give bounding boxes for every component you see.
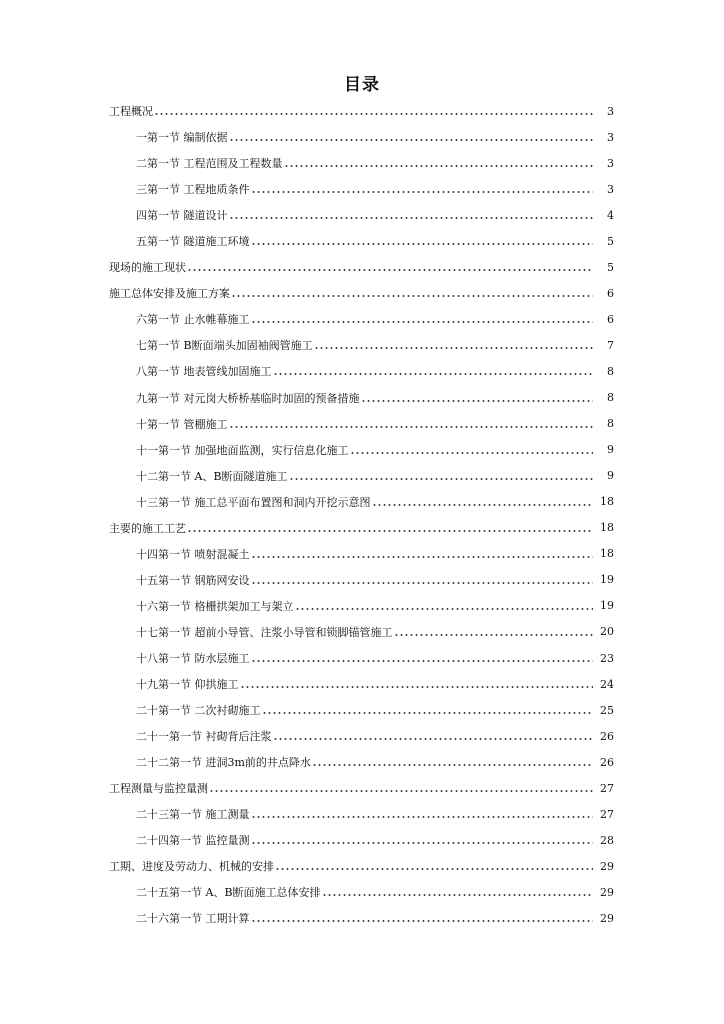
- toc-entry-label: 工程测量与监控量测: [109, 782, 208, 796]
- toc-entry-label: 四第一节 隧道设计: [136, 209, 228, 223]
- toc-entry-label: 十二第一节 A、B断面隧道施工: [136, 469, 288, 483]
- toc-section-entry[interactable]: [0, 411, 724, 437]
- toc-section-entry[interactable]: [0, 697, 724, 723]
- dot-leader: [251, 812, 594, 822]
- toc-page-number: 19: [600, 573, 614, 587]
- toc-entry-label: 一第一节 编制依据: [136, 131, 228, 145]
- toc-entry-label: 二十四第一节 监控量测: [136, 834, 250, 848]
- dot-leader: [275, 864, 593, 874]
- toc-entry-label: 现场的施工现状: [109, 261, 186, 275]
- dot-leader: [154, 109, 593, 119]
- toc-entry-label: 十六第一节 格栅拱架加工与架立: [136, 599, 294, 613]
- toc-entry-label: 十五第一节 钢筋网安设: [136, 573, 250, 587]
- toc-section-entry[interactable]: [0, 879, 724, 905]
- dot-leader: [251, 916, 594, 926]
- toc-page-number: 20: [600, 625, 614, 639]
- toc-section-entry[interactable]: [0, 541, 724, 567]
- toc-entry-label: 六第一节 止水帷幕施工: [136, 313, 250, 327]
- toc-page-number: 7: [607, 338, 614, 352]
- toc-entry-label: 工期、进度及劳动力、机械的安排: [109, 860, 274, 874]
- toc-page-number: 29: [600, 859, 614, 873]
- dot-leader: [251, 578, 594, 588]
- toc-section-entry[interactable]: [0, 385, 724, 411]
- toc-entry-label: 二十第一节 二次衬砌施工: [136, 704, 261, 718]
- dot-leader: [350, 448, 594, 458]
- toc-section-entry[interactable]: [0, 567, 724, 593]
- dot-leader: [187, 265, 593, 275]
- toc-section-entry[interactable]: [0, 150, 724, 176]
- toc-page-number: 5: [607, 234, 614, 248]
- toc-entry-label: 二第一节 工程范围及工程数量: [136, 157, 283, 171]
- toc-chapter-entry[interactable]: [0, 515, 724, 541]
- table-of-contents: [0, 98, 724, 932]
- toc-entry-label: 二十六第一节 工期计算: [136, 912, 250, 926]
- toc-page-number: 8: [607, 417, 614, 431]
- dot-leader: [394, 630, 594, 640]
- toc-page-number: 3: [607, 156, 614, 170]
- dot-leader: [229, 213, 594, 223]
- toc-section-entry[interactable]: [0, 645, 724, 671]
- toc-section-entry[interactable]: [0, 489, 724, 515]
- toc-page-number: 18: [600, 495, 614, 509]
- dot-leader: [289, 474, 593, 484]
- toc-entry-label: 十七第一节 超前小导管、注浆小导管和锁脚锚管施工: [136, 625, 393, 639]
- toc-entry-label: 三第一节 工程地质条件: [136, 183, 250, 197]
- dot-leader: [262, 708, 594, 718]
- toc-section-entry[interactable]: [0, 202, 724, 228]
- page-title: 目录: [344, 75, 380, 95]
- toc-entry-label: 十四第一节 喷射混凝土: [136, 547, 250, 561]
- toc-entry-label: 二十一第一节 衬砌背后注浆: [136, 730, 272, 744]
- dot-leader: [251, 187, 594, 197]
- toc-entry-label: 工程概况: [109, 105, 153, 119]
- dot-leader: [187, 526, 593, 536]
- toc-entry-label: 二十五第一节 A、B断面施工总体安排: [136, 886, 321, 900]
- toc-page-number: 8: [607, 391, 614, 405]
- toc-section-entry[interactable]: [0, 124, 724, 150]
- dot-leader: [229, 422, 594, 432]
- toc-section-entry[interactable]: [0, 332, 724, 358]
- toc-page-number: 24: [600, 677, 614, 691]
- toc-section-entry[interactable]: [0, 827, 724, 853]
- toc-page-number: 27: [600, 807, 614, 821]
- toc-page-number: 3: [607, 104, 614, 118]
- toc-page-number: 26: [600, 729, 614, 743]
- toc-section-entry[interactable]: [0, 176, 724, 202]
- toc-page-number: 8: [607, 364, 614, 378]
- toc-page-number: 19: [600, 599, 614, 613]
- dot-leader: [240, 682, 594, 692]
- toc-entry-label: 施工总体安排及施工方案: [109, 287, 230, 301]
- toc-page-number: 3: [607, 182, 614, 196]
- toc-chapter-entry[interactable]: [0, 280, 724, 306]
- dot-leader: [251, 838, 594, 848]
- toc-page-number: 9: [607, 469, 614, 483]
- toc-section-entry[interactable]: [0, 306, 724, 332]
- toc-entry-label: 十第一节 管棚施工: [136, 417, 228, 431]
- toc-section-entry[interactable]: [0, 619, 724, 645]
- toc-section-entry[interactable]: [0, 749, 724, 775]
- dot-leader: [312, 760, 593, 770]
- toc-section-entry[interactable]: [0, 593, 724, 619]
- toc-page-number: 29: [600, 885, 614, 899]
- dot-leader: [273, 734, 594, 744]
- toc-section-entry[interactable]: [0, 228, 724, 254]
- toc-entry-label: 十一第一节 加强地面监测，实行信息化施工: [136, 443, 349, 457]
- toc-entry-label: 十八第一节 防水层施工: [136, 652, 250, 665]
- toc-section-entry[interactable]: [0, 463, 724, 489]
- dot-leader: [284, 161, 594, 171]
- dot-leader: [251, 656, 594, 666]
- toc-entry-label: 二十二第一节 进洞3m前的井点降水: [136, 756, 311, 770]
- toc-page-number: 6: [607, 286, 614, 300]
- toc-chapter-entry[interactable]: [0, 98, 724, 124]
- dot-leader: [251, 552, 594, 562]
- toc-page-number: 29: [600, 911, 614, 925]
- toc-entry-label: 十三第一节 施工总平面布置图和洞内开挖示意图: [136, 495, 371, 509]
- toc-section-entry[interactable]: [0, 671, 724, 697]
- toc-chapter-entry[interactable]: [0, 254, 724, 280]
- dot-leader: [322, 890, 593, 900]
- dot-leader: [273, 369, 594, 379]
- toc-page-number: 23: [600, 651, 614, 665]
- toc-page-number: 27: [600, 781, 614, 795]
- toc-chapter-entry[interactable]: [0, 775, 724, 801]
- toc-page-number: 18: [600, 521, 614, 535]
- dot-leader: [361, 396, 594, 406]
- toc-page-number: 18: [600, 547, 614, 561]
- toc-entry-label: 主要的施工工艺: [109, 521, 186, 535]
- toc-entry-label: 九第一节 对元岗大桥桥基临时加固的预备措施: [136, 391, 360, 405]
- toc-page-number: 9: [607, 443, 614, 457]
- dot-leader: [314, 343, 593, 353]
- toc-entry-label: 十九第一节 仰拱施工: [136, 678, 239, 692]
- dot-leader: [209, 786, 593, 796]
- toc-entry-label: 七第一节 B断面端头加固袖阀管施工: [136, 339, 313, 353]
- toc-page-number: 28: [600, 833, 614, 847]
- toc-section-entry[interactable]: [0, 905, 724, 931]
- dot-leader: [251, 239, 594, 249]
- toc-chapter-entry[interactable]: [0, 853, 724, 879]
- toc-entry-label: 五第一节 隧道施工环境: [136, 235, 250, 249]
- toc-section-entry[interactable]: [0, 358, 724, 384]
- toc-page-number: 25: [600, 703, 614, 717]
- dot-leader: [231, 291, 593, 301]
- toc-page-number: 5: [607, 260, 614, 274]
- toc-page-number: 26: [600, 755, 614, 769]
- toc-page-number: 3: [607, 130, 614, 144]
- dot-leader: [372, 500, 594, 510]
- toc-entry-label: 二十三第一节 施工测量: [136, 808, 250, 822]
- dot-leader: [229, 135, 594, 145]
- toc-section-entry[interactable]: [0, 723, 724, 749]
- toc-entry-label: 八第一节 地表管线加固施工: [136, 365, 272, 379]
- toc-section-entry[interactable]: [0, 437, 724, 463]
- dot-leader: [295, 604, 594, 614]
- toc-page-number: 4: [607, 208, 614, 222]
- toc-section-entry[interactable]: [0, 801, 724, 827]
- dot-leader: [251, 317, 594, 327]
- toc-page-number: 6: [607, 312, 614, 326]
